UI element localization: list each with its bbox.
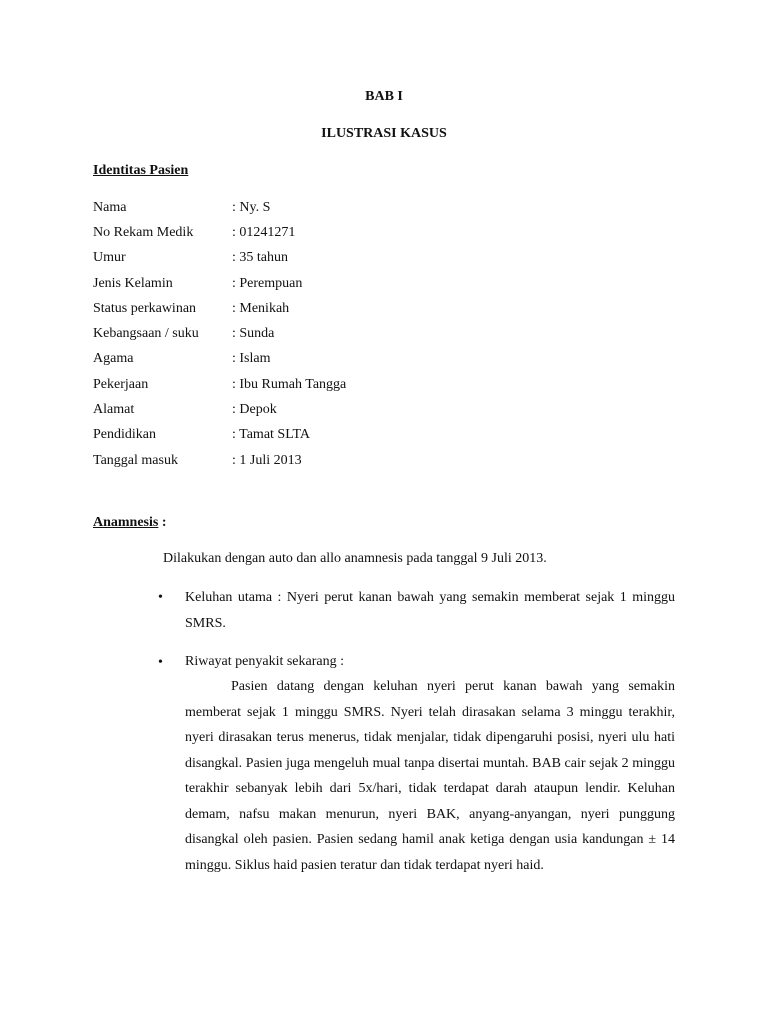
anamnesis-intro: Dilakukan dengan auto dan allo anamnesis pada tanggal 9 Juli 2013. <box>163 551 547 566</box>
identitas-value: : Ibu Rumah Tangga <box>232 377 347 392</box>
identitas-label: Agama <box>93 351 134 366</box>
identitas-title-text: Identitas Pasien <box>93 163 189 178</box>
chapter-heading: BAB I <box>365 89 403 104</box>
identitas-label: Alamat <box>93 402 135 417</box>
identitas-value: : Islam <box>232 351 271 366</box>
riwayat-text: Pasien datang dengan keluhan nyeri perut kanan bawah yang semakin memberat sejak 1 minggu SMRS. Nyeri telah dirasakan selama 3 minggu terakhir, nyeri dirasakan terus menerus, tidak menjalar, tidak dipengaruhi posisi, nyeri ulu hati disangkal. Pasien juga mengeluh mual tanpa disertai muntah. BAB cair sejak 2 minggu terakhir sebanyak lebih dari 5x/hari, tidak terdapat darah ataupun lendir. Keluhan demam, nafsu makan menurun, nyeri BAK, anyang-anyangan, nyeri punggung disangkal oleh pasien. Pasien sedang hamil anak ketiga dengan usia kandungan ± 14 minggu. Siklus haid pasien teratur dan tidak terdapat nyeri haid. <box>185 679 675 873</box>
identitas-value: : Menikah <box>232 301 290 316</box>
identitas-label: Jenis Kelamin <box>93 276 173 291</box>
anamnesis-title-text: Anamnesis <box>93 515 159 530</box>
anamnesis-section-title <box>93 515 167 531</box>
identitas-label: Kebangsaan / suku <box>93 326 199 341</box>
identitas-value: : Perempuan <box>232 276 303 291</box>
identitas-label: Umur <box>93 250 126 265</box>
identitas-value: : Ny. S <box>232 200 271 215</box>
bullet-icon: • <box>158 655 163 670</box>
identitas-value: : Sunda <box>232 326 275 341</box>
identitas-value: : 01241271 <box>232 225 296 240</box>
keluhan-utama: Keluhan utama : Nyeri perut kanan bawah yang semakin memberat sejak 1 minggu SMRS. <box>185 590 675 631</box>
chapter-title: ILUSTRASI KASUS <box>321 126 447 141</box>
identitas-label: Pekerjaan <box>93 377 149 392</box>
bullet-icon: • <box>158 590 163 605</box>
identitas-section-title <box>93 163 188 179</box>
identitas-label: Status perkawinan <box>93 301 197 316</box>
riwayat-title: Riwayat penyakit sekarang : <box>185 654 345 669</box>
identitas-label: No Rekam Medik <box>93 225 194 240</box>
identitas-value: : 1 Juli 2013 <box>232 453 302 468</box>
identitas-value: : Tamat SLTA <box>232 427 311 442</box>
identitas-value: : Depok <box>232 402 277 417</box>
anamnesis-title-colon: : <box>158 515 167 530</box>
identitas-label: Pendidikan <box>93 427 156 442</box>
identitas-label: Tanggal masuk <box>93 453 178 468</box>
identitas-value: : 35 tahun <box>232 250 288 265</box>
identitas-label: Nama <box>93 200 127 215</box>
